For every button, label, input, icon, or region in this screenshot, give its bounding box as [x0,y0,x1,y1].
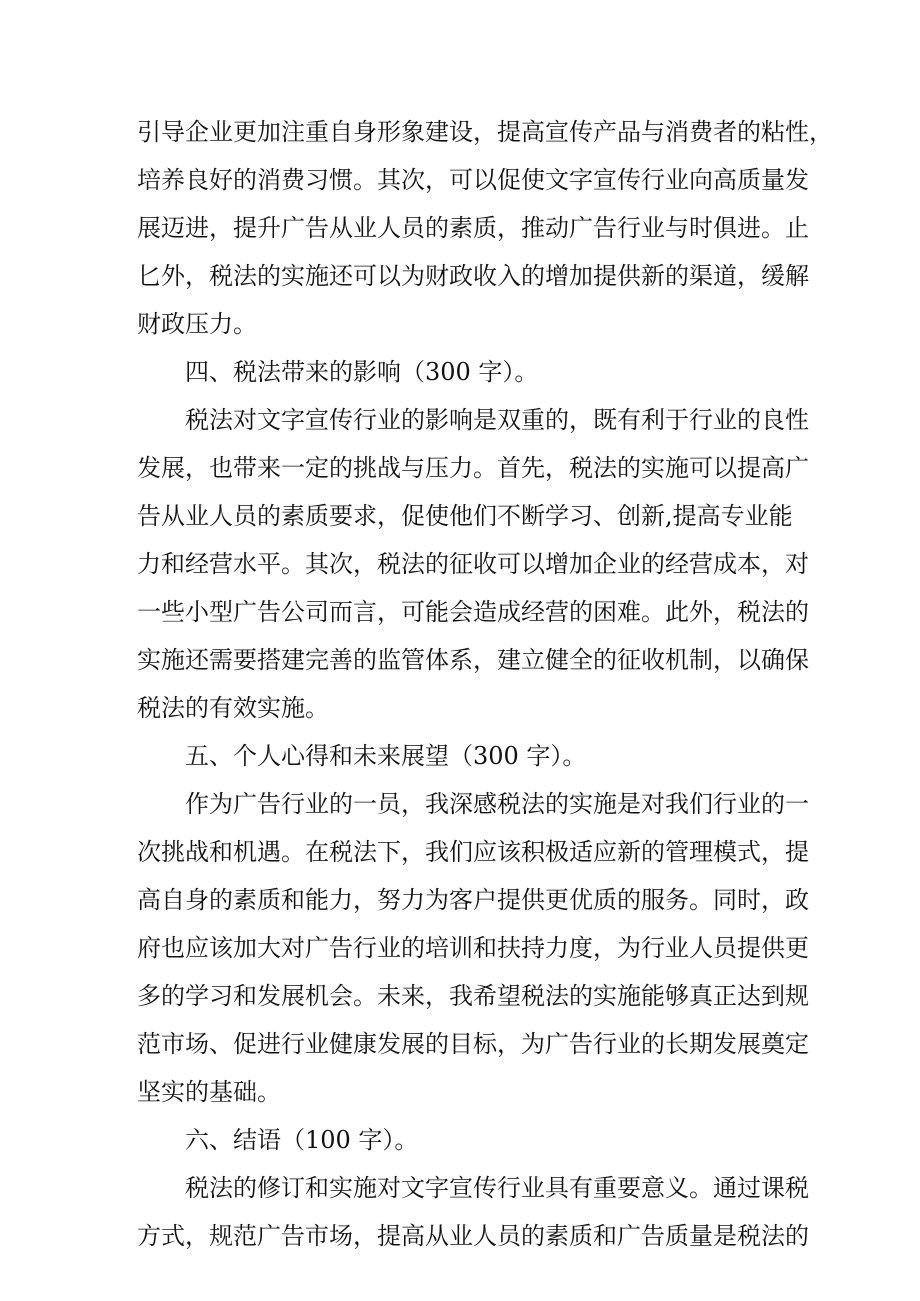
text-line: 范市场、促进行业健康发展的目标，为广告行业的长期发展奠定 [137,1030,809,1058]
paragraph [137,1116,787,1164]
text-line: 坚实的基础。 [137,1078,281,1106]
text-line: 多的学习和发展机会。未来，我希望税法的实施能够真正达到规 [137,982,809,1010]
text-line: 财政压力。 [137,310,257,338]
text-line: 作为广告行业的一员，我深感税法的实施是对我们行业的一 [185,790,809,818]
text-line: 一些小型广告公司而言，可能会造成经营的困难。此外，税法的 [137,598,809,626]
text-line: 高自身的素质和能力，努力为客户提供更优质的服务。同时，政 [137,886,809,914]
text-line: 五、个人心得和未来展望（300 字）。 [185,742,587,770]
document-body [137,108,833,1260]
paragraph [137,732,787,780]
text-line: 次挑战和机遇。在税法下，我们应该积极适应新的管理模式，提 [137,838,809,866]
text-line: 实施还需要搭建完善的监管体系，建立健全的征收机制，以确保 [137,646,809,674]
text-line: 府也应该加大对广告行业的培训和扶持力度，为行业人员提供更 [137,934,809,962]
paragraph [137,348,787,396]
paragraph [137,780,809,1116]
text-line: 展迈进，提升广告从业人员的素质，推动广告行业与时俱进。止 [137,214,809,242]
text-line: 六、结语（100 字）。 [185,1126,419,1154]
text-line: 税法的有效实施。 [137,694,329,722]
text-line: 告从业人员的素质要求，促使他们不断学习、创新,提高专业能 [137,502,793,530]
text-line: 方式，规范广告市场，提高从业人员的素质和广告质量是税法的 [137,1222,809,1250]
paragraph [137,108,833,348]
text-line: 引导企业更加注重自身形象建设，提高宣传产品与消费者的粘性， [137,118,833,146]
text-line: 税法对文字宣传行业的影响是双重的，既有利于行业的良性 [185,406,809,434]
text-line: 培养良好的消费习惯。其次，可以促使文字宣传行业向高质量发 [137,166,809,194]
text-line: 力和经营水平。其次，税法的征收可以增加企业的经营成本，对 [137,550,809,578]
text-line: 匕外，税法的实施还可以为财政收入的增加提供新的渠道，缓解 [137,262,809,290]
text-line: 发展，也带来一定的挑战与压力。首先，税法的实施可以提高广 [137,454,809,482]
text-line: 税法的修订和实施对文字宣传行业具有重要意义。通过课税 [185,1174,809,1202]
paragraph [137,396,809,732]
paragraph [137,1164,809,1260]
text-line: 四、税法带来的影响（300 字）。 [185,358,539,386]
